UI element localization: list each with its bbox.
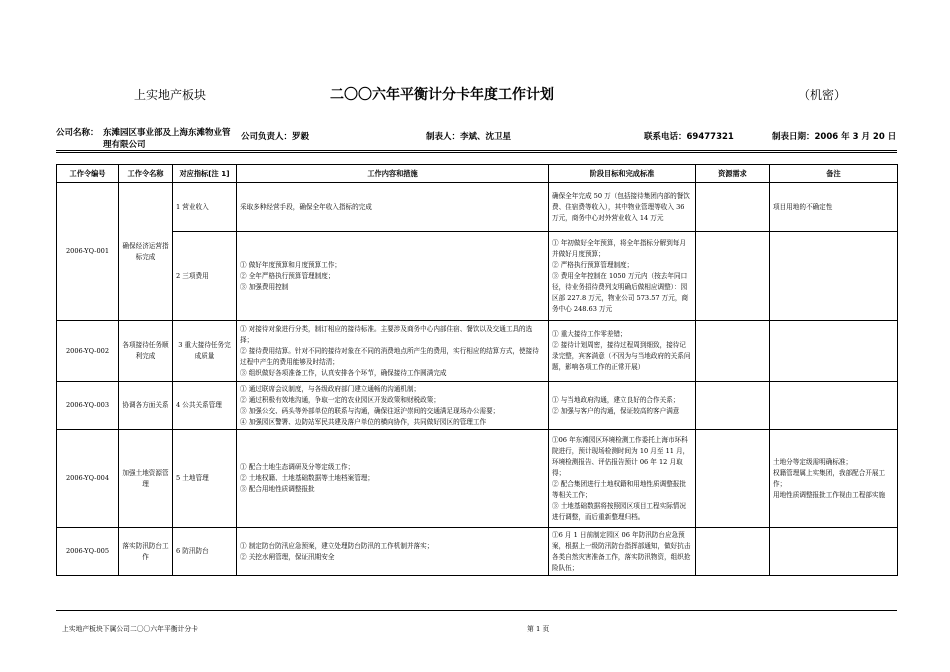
row-remarks: [770, 382, 898, 430]
col-header-goals: 阶段目标和完成标准: [549, 165, 696, 183]
cell-line: 土地分等定级需明确标准；: [773, 457, 853, 466]
cell-line: ④ 加强园区警署、边防站军民共建及落户单位的横向协作，共同做好园区的管理工作: [240, 417, 487, 426]
table-row: [57, 382, 898, 430]
row-indicator: 3 重大接待任务完成质量: [173, 321, 237, 382]
table-row: [57, 183, 898, 232]
row-remarks: [770, 183, 898, 232]
table-date: 制表日期：2006 年 3 月 20 日: [772, 132, 897, 142]
cell-line: ② 配合集团进行土地权籍和用地性质调整报批等相关工作；: [552, 479, 686, 499]
row-goals: [549, 430, 696, 528]
cell-line: 用地性质调整报批工作视由工程部实施: [773, 490, 886, 499]
row-goals: [549, 382, 696, 430]
company-manager: 公司负责人：罗毅: [241, 132, 310, 142]
confidential-label: （机密）: [798, 88, 847, 102]
cell-line: ① 与当地政府沟通，建立良好的合作关系；: [552, 395, 680, 404]
cell-line: ① 通过联席会议制度，与各级政府部门建立通畅的沟通机制；: [240, 384, 421, 393]
company-name-label: 公司名称：: [56, 128, 99, 138]
row-goals: [549, 321, 696, 382]
cell-line: ② 接待费用结算。针对不同的接待对象在不同的消费地点所产生的费用，实行相应的结算方式，使接待过程中产生的费用能够及时结清；: [240, 346, 539, 366]
table-row: [57, 321, 898, 382]
cell-line: 权籍管理属上实集团，我部配合开展工作；: [773, 468, 886, 488]
row-code: 2006-YQ-002: [57, 321, 119, 382]
row-content: [237, 382, 549, 430]
row-remarks: [770, 321, 898, 382]
row-name: 落实防汛防台工作: [119, 528, 173, 576]
row-goals: [549, 183, 696, 232]
cell-line: ② 土地权籍、土地基础数据等土地档案管理；: [240, 474, 374, 482]
cell-line: ② 加强与客户的沟通，保证较高的客户满意: [552, 406, 680, 415]
row-name: 确保经济运营指标完成: [119, 183, 173, 321]
cell-line: ③ 组织做好各项准备工作，认真安排各个环节，确保接待工作圆满完成: [240, 368, 447, 377]
footer-caption: 上实地产板块下属公司二〇〇六年平衡计分卡: [62, 625, 198, 633]
cell-line: ① 制定防台防汛应急预案，建立处理防台防汛的工作机制并落实；: [240, 541, 434, 550]
cell-line: ② 全年严格执行预算管理制度；: [240, 271, 335, 280]
cell-line: ①6 月 1 日前制定园区 06 年防汛防台应急预案，根据上一级防汛防台指挥部通知，做好抗击各类自然灾害准备工作，落实防汛物资，组织抢险队伍；: [552, 530, 691, 572]
cell-line: 采取多种经营手段，确保全年收入指标的完成: [240, 202, 372, 211]
cell-line: ③ 加强费用控制: [240, 282, 289, 291]
row-content: [237, 528, 549, 576]
row-content: [237, 183, 549, 232]
row-code: 2006-YQ-004: [57, 430, 119, 528]
cell-line: ①06 年东滩园区环境检测工作委托上海市环科院进行，预计现场检测时间为 10 月至 11 月，环境检测报告、评估报告预计 06 年 12 月取得；: [552, 435, 690, 477]
section-label: 上实地产板块: [134, 88, 207, 102]
col-header-resources: 资源需求: [696, 165, 770, 183]
cell-line: ② 严格执行预算管理制度；: [552, 260, 634, 269]
table-row: [57, 430, 898, 528]
row-remarks: [770, 232, 898, 321]
row-name: 协调各方面关系: [119, 382, 173, 430]
cell-line: ② 关挖水闸管理，保证汛期安全: [240, 552, 335, 561]
row-resources: [696, 528, 770, 576]
document-title: 二〇〇六年平衡计分卡年度工作计划: [330, 87, 554, 103]
table-row: [57, 232, 898, 321]
row-name: 加强土地资源管理: [119, 430, 173, 528]
work-plan-table: [56, 164, 898, 576]
row-code: 2006-YQ-001: [57, 183, 119, 321]
cell-line: ① 做好年度预算和月度预算工作；: [240, 260, 342, 269]
col-header-indicator: 对应指标[注 1]: [173, 165, 237, 183]
page-number: 第 1 页: [527, 625, 550, 633]
row-code: 2006-YQ-005: [57, 528, 119, 576]
row-resources: [696, 382, 770, 430]
cell-line: ③ 费用全年控制在 1050 万元内（按去年同口径，待业务招待费列支明确后做相应调整）：园区部 227.8 万元，物业公司 573.57 万元，商务中心 248.63 万元: [552, 271, 689, 313]
table-row: [57, 528, 898, 576]
divider-footer: [56, 610, 897, 611]
cell-line: ① 对接待对象进行分类，制订相应的接待标准。主要涉及商务中心内部住宿、餐饮以及交通工具的选择；: [240, 324, 533, 344]
row-resources: [696, 183, 770, 232]
row-resources: [696, 321, 770, 382]
row-goals: [549, 232, 696, 321]
row-indicator: 4 公共关系管理: [173, 382, 237, 430]
col-header-remarks: 备注: [770, 165, 898, 183]
table-header-row: [57, 165, 898, 183]
cell-line: ② 接待计划周密，接待过程周到细致，接待记录完整，宾客满意（不因为与当地政府的关系问题，影响各项工作的正常开展）: [552, 341, 691, 371]
col-header-code: 工作令编号: [57, 165, 119, 183]
divider-top-2: [56, 152, 897, 153]
row-name: 各项接待任务顺利完成: [119, 321, 173, 382]
divider-top: [56, 150, 897, 151]
col-header-content: 工作内容和措施: [237, 165, 549, 183]
row-remarks: [770, 528, 898, 576]
col-header-name: 工作令名称: [119, 165, 173, 183]
cell-line: ① 年初做好全年预算，将全年指标分解到每月并做好月度预算；: [552, 238, 686, 258]
cell-line: ③ 土地基础数据将按照园区项目工程实际情况进行调整，而后重新整理归档。: [552, 501, 686, 521]
table-author: 制表人：李斌、沈卫星: [426, 132, 512, 142]
row-remarks: [770, 430, 898, 528]
cell-line: 项目用地的不确定性: [773, 202, 833, 211]
row-code: 2006-YQ-003: [57, 382, 119, 430]
row-indicator: 1 营业收入: [173, 183, 237, 232]
row-indicator: 2 三项费用: [173, 232, 237, 321]
cell-line: ① 配合土地生态调研及分等定级工作；: [240, 463, 355, 471]
contact-phone: 联系电话：69477321: [644, 132, 734, 142]
cell-line: ② 通过积极有效地沟通，争取一定的农业园区开发政策和财税政策；: [240, 395, 440, 404]
company-name-value: 东滩园区事业部及上海东滩物业管理有限公司: [103, 128, 231, 150]
cell-line: ③ 加强公交、码头等外部单位的联系与沟通，确保往返沪崇间的交通满足现场办公需要；: [240, 406, 500, 415]
row-content: [237, 232, 549, 321]
cell-line: ③ 配合用地性质调整报批: [240, 485, 315, 493]
cell-line: ① 重大接待工作零差错；: [552, 330, 627, 338]
row-indicator: 6 防汛防台: [173, 528, 237, 576]
row-indicator: 5 土地管理: [173, 430, 237, 528]
row-content: [237, 430, 549, 528]
row-content: [237, 321, 549, 382]
row-goals: [549, 528, 696, 576]
row-resources: [696, 430, 770, 528]
cell-line: 确保全年完成 50 万（包括接待集团内部的餐饮费、住宿费等收入），其中物业管理等收入 36 万元，商务中心对外营业收入 14 万元: [552, 191, 690, 222]
row-resources: [696, 232, 770, 321]
